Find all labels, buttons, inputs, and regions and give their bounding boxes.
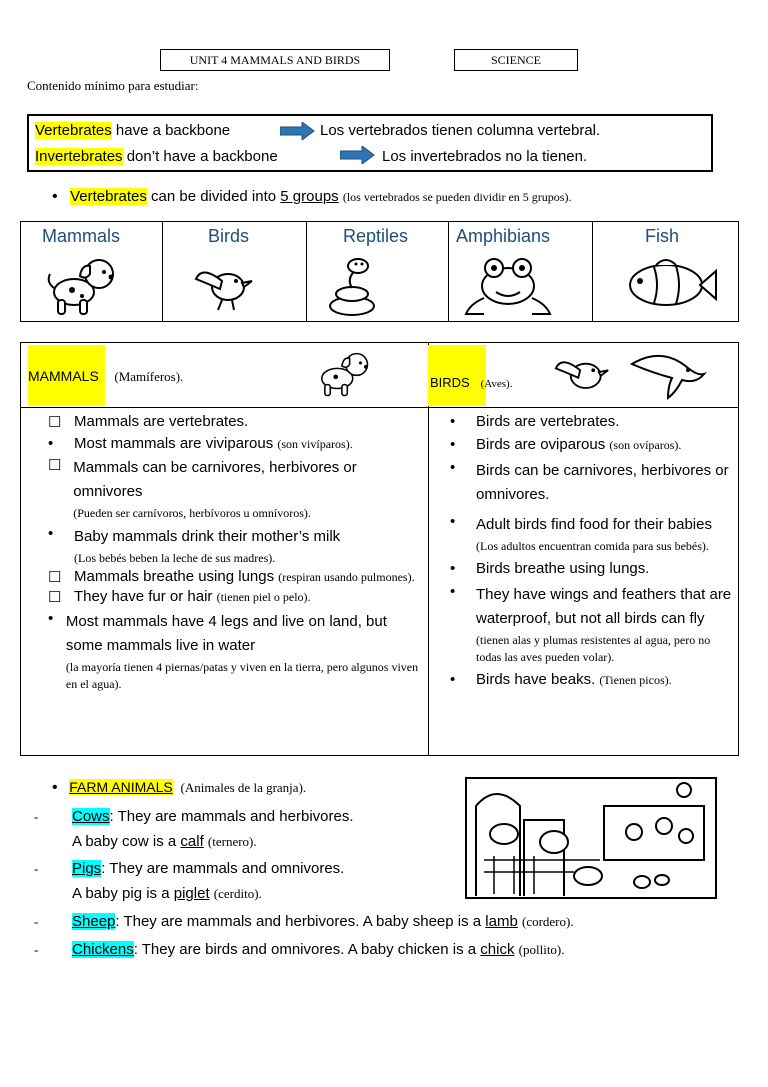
birds-title-es: (Aves). [480, 378, 513, 390]
groups-intro [52, 188, 571, 206]
group-birds: Birds [208, 226, 250, 246]
subject-box [454, 49, 578, 71]
birds-heading [430, 375, 512, 390]
list-item: ☐ Mammals breathe using lungs (respiran usando pulmones). [48, 568, 415, 586]
list-item: • Birds breathe using lungs. [450, 560, 650, 577]
group-mammals: Mammals [42, 226, 121, 246]
farm-baby-pigs: A baby pig is a piglet (cerdito). [72, 885, 262, 902]
checkbox-icon: ☐ [48, 569, 62, 586]
farm-row-pigs: - Pigs: They are mammals and omnivores. [34, 860, 345, 877]
definition-line-2-es: Los invertebrados no la tienen. [382, 148, 588, 165]
bullet-icon: • [450, 513, 456, 530]
definition-line-1-es: Los vertebrados tienen columna vertebral. [320, 122, 601, 139]
list-item: • Most mammals are viviparous (son vivíparos). [48, 435, 353, 452]
farm-baby-cows: A baby cow is a calf (ternero). [72, 833, 257, 850]
list-item: ☐ Mammals can be carnivores, herbivores or omnivores (Pueden ser carnívoros, herbívoros u omnívoros). [48, 457, 357, 520]
farm-row-chickens: - Chickens: They are birds and omnivores. A baby chicken is a chick (pollito). [34, 941, 565, 958]
list-item: • Most mammals have 4 legs and live on land, but some mammals live in water (la mayoría tienen 4 piernas/patas y viven en la tierra, pero algunos viven en el agua). [48, 610, 419, 691]
list-item: • Adult birds find food for their babies (Los adultos encuentran comida para sus bebés). [450, 513, 712, 553]
group-reptiles: Reptiles [343, 226, 409, 246]
bullet-icon: • [48, 525, 54, 542]
arrow-icon [340, 146, 376, 164]
list-item: • Birds can be carnivores, herbivores or omnivores. [450, 459, 732, 507]
frog-icon [462, 252, 554, 318]
checkbox-icon: ☐ [48, 414, 62, 431]
mammals-list [48, 413, 420, 692]
bird-icon [192, 255, 256, 315]
definition-line-1 [35, 122, 230, 139]
animal-name: Sheep [72, 913, 116, 930]
flying-bird-icon [628, 344, 708, 404]
definition-line-2 [35, 148, 278, 165]
subject-title: SCIENCE [490, 53, 541, 67]
group-fish: Fish [645, 226, 680, 246]
groups-term: Vertebrates [70, 188, 147, 205]
checkbox-icon: ☐ [48, 457, 62, 474]
bullet-icon: • [450, 436, 456, 453]
bullet-icon: • [52, 188, 58, 205]
bullet-icon: • [450, 671, 456, 688]
groups-link: 5 groups [280, 188, 339, 205]
puppy-icon [44, 252, 124, 318]
farm-row-cows: - Cows: They are mammals and herbivores. [34, 808, 354, 825]
bullet-icon: • [450, 459, 456, 476]
list-item: • They have wings and feathers that are waterproof, but not all birds can fly (tienen alas y plumas resistentes al agua, pero no todas las aves pueden volar). [450, 583, 732, 664]
list-item: • Birds are oviparous (son ovíparos). [450, 436, 682, 453]
mammals-title-es: (Mamíferos). [114, 369, 184, 384]
groups-translation: (los vertebrados se pueden dividir en 5 grupos). [342, 190, 572, 204]
birds-list [450, 413, 732, 688]
unit-title-box [160, 49, 390, 71]
animal-name: Pigs [72, 860, 102, 877]
farm-title-es: (Animales de la granja). [180, 780, 307, 795]
groups-text: can be divided into [151, 188, 277, 205]
dash-icon: - [34, 914, 39, 929]
checkbox-icon: ☐ [48, 589, 62, 606]
mammals-title: MAMMALS [28, 368, 99, 384]
birds-title: BIRDS [430, 375, 470, 390]
farm-row-sheep: - Sheep: They are mammals and herbivores. A baby sheep is a lamb (cordero). [34, 913, 574, 930]
vertebrates-definition: have a backbone [115, 122, 231, 139]
dash-icon: - [34, 942, 39, 957]
farm-heading [52, 779, 306, 797]
invertebrates-definition: don’t have a backbone [126, 148, 278, 165]
dash-icon: - [34, 861, 39, 876]
list-item: ☐ Mammals are vertebrates. [48, 413, 249, 431]
list-item: • Birds are vertebrates. [450, 413, 620, 430]
bullet-icon: • [48, 610, 54, 627]
puppy-icon [314, 344, 376, 402]
bullet-icon: • [450, 583, 456, 600]
group-amphibians: Amphibians [456, 226, 551, 246]
subtitle: Contenido mínimo para estudiar: [27, 78, 199, 93]
snake-icon [322, 252, 382, 318]
bullet-icon: • [450, 413, 456, 430]
dash-icon: - [34, 809, 39, 824]
animal-name: Cows [72, 808, 110, 825]
mammals-heading [28, 368, 183, 385]
list-item: • Birds have beaks. (Tienen picos). [450, 671, 672, 688]
invertebrates-term: Invertebrates [35, 148, 123, 165]
animal-name: Chickens [72, 941, 134, 958]
bullet-icon: • [48, 435, 54, 452]
list-item: • Baby mammals drink their mother’s milk (Los bebés beben la leche de sus madres). [48, 525, 341, 565]
vertebrates-term: Vertebrates [35, 122, 112, 139]
arrow-icon [280, 122, 316, 140]
farm-illustration [464, 776, 718, 900]
bullet-icon: • [52, 779, 58, 796]
unit-title: UNIT 4 MAMMALS AND BIRDS [189, 53, 361, 67]
bullet-icon: • [450, 560, 456, 577]
fish-icon [610, 255, 720, 315]
list-item: ☐ They have fur or hair (tienen piel o pelo). [48, 588, 311, 606]
bird-icon [552, 346, 612, 402]
farm-title: FARM ANIMALS [69, 779, 173, 795]
